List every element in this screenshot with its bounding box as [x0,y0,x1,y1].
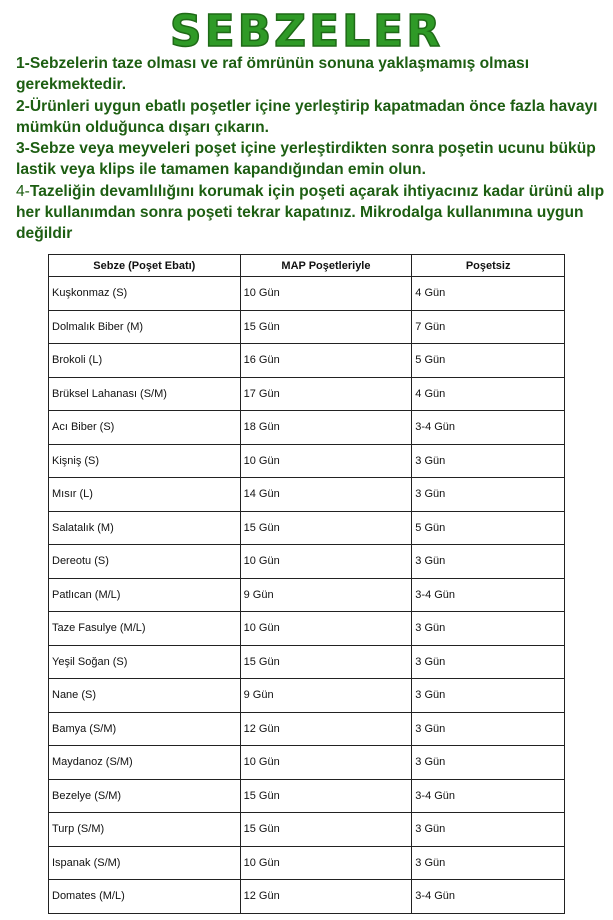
instruction-number: 4- [16,182,30,200]
cell-no-bag: 3 Gün [412,612,565,646]
cell-map-bags: 9 Gün [240,679,412,713]
cell-map-bags: 10 Gün [240,612,412,646]
cell-vegetable: Kuşkonmaz (S) [49,277,241,311]
cell-vegetable: Salatalık (M) [49,511,241,545]
header-vegetable: Sebze (Poşet Ebatı) [49,255,241,277]
cell-vegetable: Nane (S) [49,679,241,713]
table-row [49,880,565,914]
instruction-item [16,181,613,245]
cell-map-bags: 14 Gün [240,478,412,512]
table-row [49,779,565,813]
cell-no-bag: 4 Gün [412,377,565,411]
cell-no-bag: 3 Gün [412,846,565,880]
cell-vegetable: Maydanoz (S/M) [49,746,241,780]
cell-vegetable: Taze Fasulye (M/L) [49,612,241,646]
header-no-bag: Poşetsiz [412,255,565,277]
cell-map-bags: 12 Gün [240,880,412,914]
header-map-bags: MAP Poşetleriyle [240,255,412,277]
cell-no-bag: 3-4 Gün [412,411,565,445]
table-row [49,846,565,880]
instruction-number: 3- [16,140,30,158]
cell-map-bags: 10 Gün [240,846,412,880]
cell-map-bags: 9 Gün [240,578,412,612]
table-row [49,746,565,780]
table-row [49,612,565,646]
instruction-item [16,53,613,96]
cell-no-bag: 3 Gün [412,645,565,679]
cell-map-bags: 10 Gün [240,277,412,311]
page-title: SEBZELER [169,6,444,57]
cell-map-bags: 17 Gün [240,377,412,411]
table-row [49,277,565,311]
table-row [49,545,565,579]
cell-map-bags: 10 Gün [240,746,412,780]
cell-no-bag: 3 Gün [412,712,565,746]
cell-vegetable: Bezelye (S/M) [49,779,241,813]
cell-no-bag: 3 Gün [412,478,565,512]
instruction-number: 2- [16,97,30,115]
cell-vegetable: Acı Biber (S) [49,411,241,445]
cell-vegetable: Yeşil Soğan (S) [49,645,241,679]
cell-map-bags: 16 Gün [240,344,412,378]
table-row [49,645,565,679]
cell-vegetable: Dolmalık Biber (M) [49,310,241,344]
table-row [49,578,565,612]
cell-map-bags: 10 Gün [240,545,412,579]
cell-no-bag: 3-4 Gün [412,779,565,813]
cell-map-bags: 10 Gün [240,444,412,478]
table-row [49,444,565,478]
cell-no-bag: 3 Gün [412,679,565,713]
instruction-text: Ürünleri uygun ebatlı poşetler içine yerleştirip kapatmadan önce fazla havayı mümkün olduğunca dışarı çıkarın. [16,97,598,136]
cell-map-bags: 15 Gün [240,813,412,847]
table-row [49,511,565,545]
table-row [49,377,565,411]
cell-vegetable: Brüksel Lahanası (S/M) [49,377,241,411]
cell-no-bag: 3 Gün [412,444,565,478]
cell-no-bag: 3-4 Gün [412,578,565,612]
table-row [49,679,565,713]
cell-map-bags: 15 Gün [240,310,412,344]
cell-no-bag: 3-4 Gün [412,880,565,914]
cell-map-bags: 18 Gün [240,411,412,445]
cell-vegetable: Domates (M/L) [49,880,241,914]
cell-vegetable: Mısır (L) [49,478,241,512]
table-header-row [49,255,565,277]
table-row [49,813,565,847]
cell-vegetable: Kişniş (S) [49,444,241,478]
cell-vegetable: Patlıcan (M/L) [49,578,241,612]
instruction-text: Tazeliğin devamlılığını korumak için poşeti açarak ihtiyacınız kadar ürünü alıp her kullanımdan sonra poşeti tekrar kapatınız. Mikrodalga kullanımına uygun değildir [16,182,605,243]
table-row [49,344,565,378]
instruction-text: Sebzelerin taze olması ve raf ömrünün sonuna yaklaşmamış olması gerekmektedir. [16,55,530,94]
cell-no-bag: 3 Gün [412,813,565,847]
instruction-item [16,96,613,139]
cell-no-bag: 7 Gün [412,310,565,344]
cell-vegetable: Ispanak (S/M) [49,846,241,880]
cell-vegetable: Bamya (S/M) [49,712,241,746]
cell-vegetable: Brokoli (L) [49,344,241,378]
instruction-number: 1- [16,55,30,72]
cell-no-bag: 3 Gün [412,545,565,579]
table-row [49,478,565,512]
cell-vegetable: Turp (S/M) [49,813,241,847]
table-row [49,310,565,344]
instruction-item [16,138,613,181]
cell-vegetable: Dereotu (S) [49,545,241,579]
table-row [49,411,565,445]
table-row [49,712,565,746]
cell-map-bags: 12 Gün [240,712,412,746]
cell-no-bag: 5 Gün [412,511,565,545]
storage-table [48,254,565,914]
cell-no-bag: 5 Gün [412,344,565,378]
cell-no-bag: 3 Gün [412,746,565,780]
cell-map-bags: 15 Gün [240,511,412,545]
cell-map-bags: 15 Gün [240,779,412,813]
instruction-text: Sebze veya meyveleri poşet içine yerleştirdikten sonra poşetin ucunu büküp lastik veya klips ile tamamen kapandığından emin olun. [16,140,596,179]
cell-no-bag: 4 Gün [412,277,565,311]
cell-map-bags: 15 Gün [240,645,412,679]
instructions [16,53,613,245]
